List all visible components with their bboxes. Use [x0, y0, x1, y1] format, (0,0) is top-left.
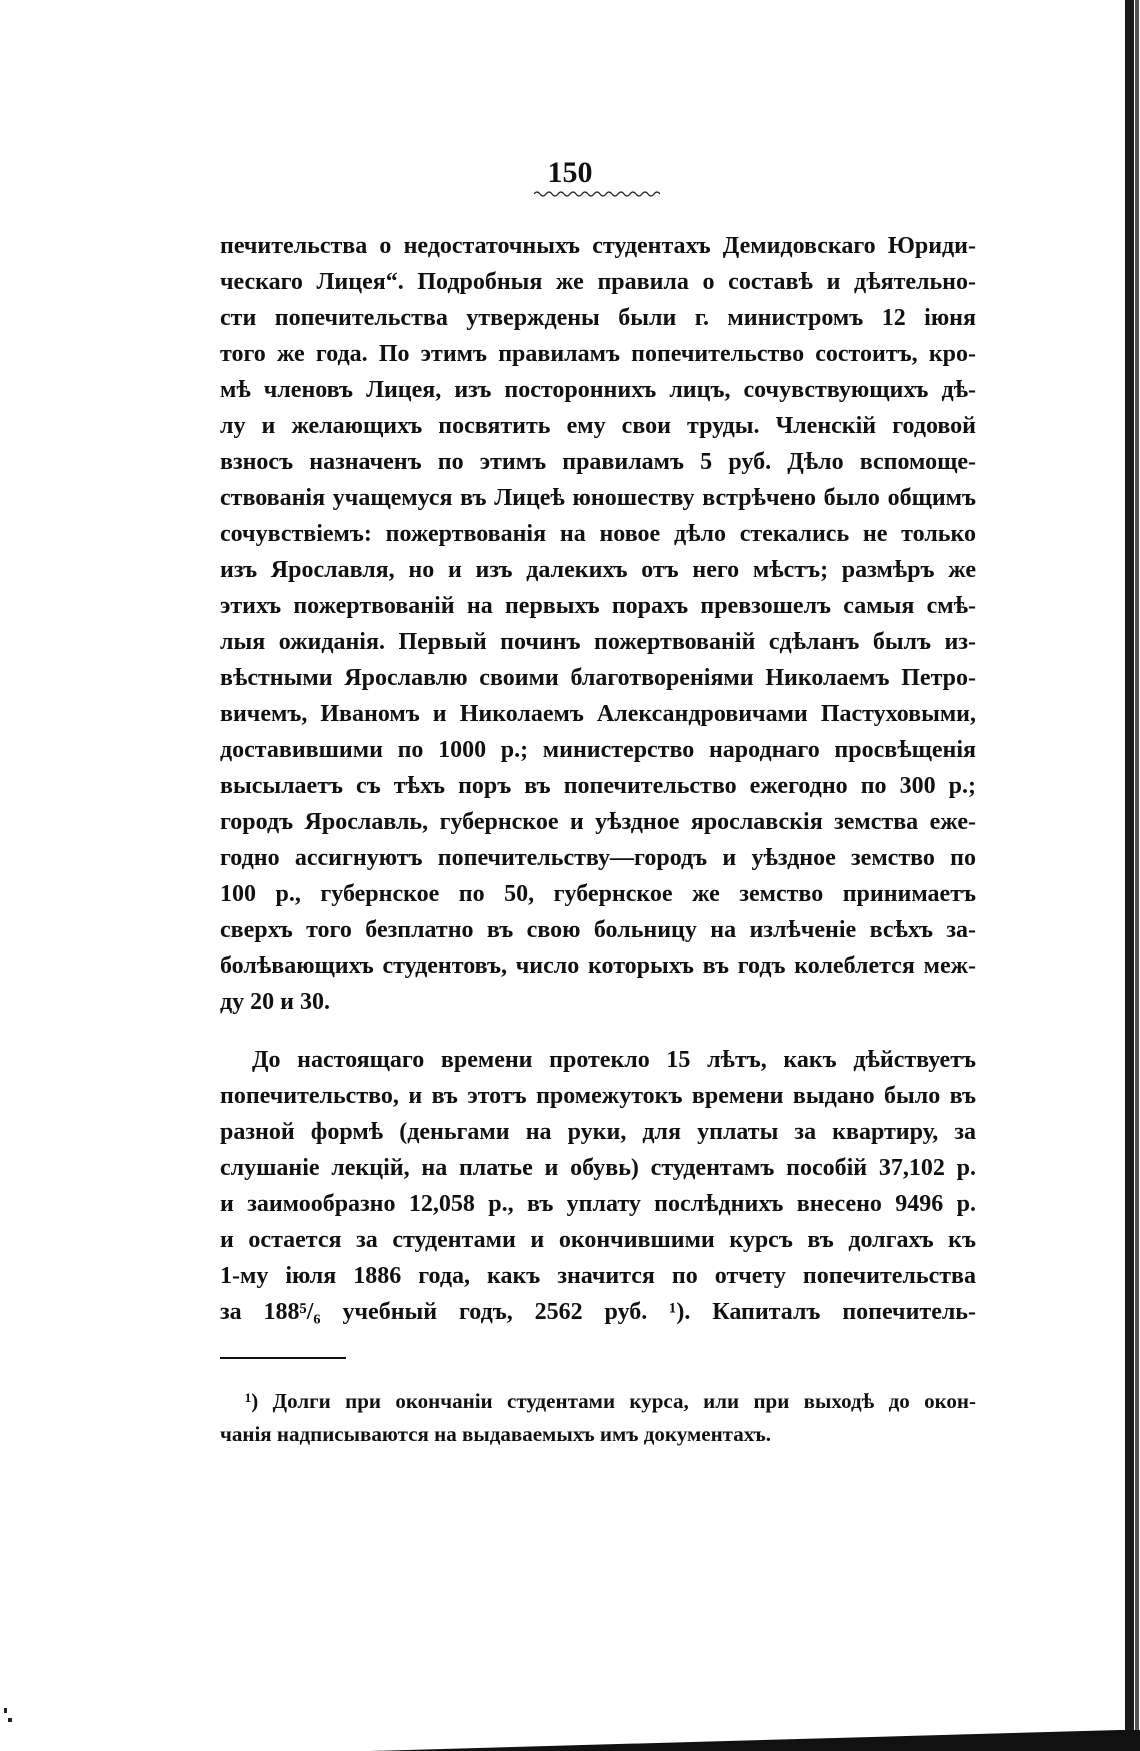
- text-line: 100 р., губернское по 50, губернское же земство принимаетъ: [220, 881, 976, 907]
- text-line: взносъ назначенъ по этимъ правиламъ 5 руб. Дѣло вспомоще-: [220, 449, 976, 475]
- text-line: болѣвающихъ студентовъ, число которыхъ въ годъ колеблется меж-: [220, 953, 976, 979]
- text-line: попечительство, и въ этотъ промежутокъ времени выдано было въ: [220, 1083, 976, 1109]
- wavy-underline-ornament: [534, 190, 660, 198]
- text-line: и остается за студентами и окончившими курсъ въ долгахъ къ: [220, 1227, 976, 1253]
- text-line: сти попечительства утверждены были г. министромъ 12 іюня: [220, 305, 976, 331]
- text-line: за 188⁵/₆ учебный годъ, 2562 руб. ¹). Капиталъ попечитель-: [220, 1299, 976, 1325]
- text-line: разной формѣ (деньгами на руки, для уплаты за квартиру, за: [220, 1119, 976, 1145]
- text-line: 1-му іюля 1886 года, какъ значится по отчету попечительства: [220, 1263, 976, 1289]
- text-line: лыя ожиданія. Первый починъ пожертвованій сдѣланъ былъ из-: [220, 629, 976, 655]
- text-line: изъ Ярославля, но и изъ далекихъ отъ него мѣстъ; размѣръ же: [220, 557, 976, 583]
- text-line: этихъ пожертвованій на первыхъ порахъ превзошелъ самыя смѣ-: [220, 593, 976, 619]
- text-line: городъ Ярославль, губернское и уѣздное ярославскія земства еже-: [220, 809, 976, 835]
- text-line: доставившими по 1000 р.; министерство народнаго просвѣщенія: [220, 737, 976, 763]
- text-line: высылаетъ съ тѣхъ поръ въ попечительство ежегодно по 300 р.;: [220, 773, 976, 799]
- text-line: годно ассигнуютъ попечительству—городъ и уѣздное земство по: [220, 845, 976, 871]
- text-line: ствованія учащемуся въ Лицеѣ юношеству встрѣчено было общимъ: [220, 485, 976, 511]
- text-line: ческаго Лицея“. Подробныя же правила о составѣ и дѣятельно-: [220, 269, 976, 295]
- text-line: сверхъ того безплатно въ свою больницу на излѣченіе всѣхъ за-: [220, 917, 976, 943]
- text-line: мѣ членовъ Лицея, изъ постороннихъ лицъ, сочувствующихъ дѣ-: [220, 377, 976, 403]
- text-line: слушаніе лекцій, на платье и обувь) студентамъ пособій 37,102 р.: [220, 1155, 976, 1181]
- text-line: лу и желающихъ посвятить ему свои труды. Членскій годовой: [220, 413, 976, 439]
- text-line: вичемъ, Иваномъ и Николаемъ Александровичами Пастуховыми,: [220, 701, 976, 727]
- text-line: До настоящаго времени протекло 15 лѣтъ, какъ дѣйствуетъ: [252, 1047, 976, 1073]
- text-line: и заимообразно 12,058 р., въ уплату послѣднихъ внесено 9496 р.: [220, 1191, 976, 1217]
- footnote-line: чанія надписываются на выдаваемыхъ имъ документахъ.: [220, 1422, 771, 1446]
- text-line: вѣстными Ярославлю своими благотвореніями Николаемъ Петро-: [220, 665, 976, 691]
- footnote-divider: [220, 1357, 346, 1359]
- page-number: 150: [547, 156, 593, 189]
- text-line: того же года. По этимъ правиламъ попечительство состоитъ, кро-: [220, 341, 976, 367]
- footnote-line: ¹) Долги при окончаніи студентами курса, или при выходѣ до окон-: [245, 1389, 976, 1413]
- text-line: сочувствіемъ: пожертвованія на новое дѣло стекались не только: [220, 521, 976, 547]
- scan-edge-right: [1112, 0, 1140, 1751]
- text-line: печительства о недостаточныхъ студентахъ Демидовскаго Юриди-: [220, 233, 976, 259]
- text-line: ду 20 и 30.: [220, 989, 330, 1015]
- scan-edge-bottom: [0, 1690, 1140, 1751]
